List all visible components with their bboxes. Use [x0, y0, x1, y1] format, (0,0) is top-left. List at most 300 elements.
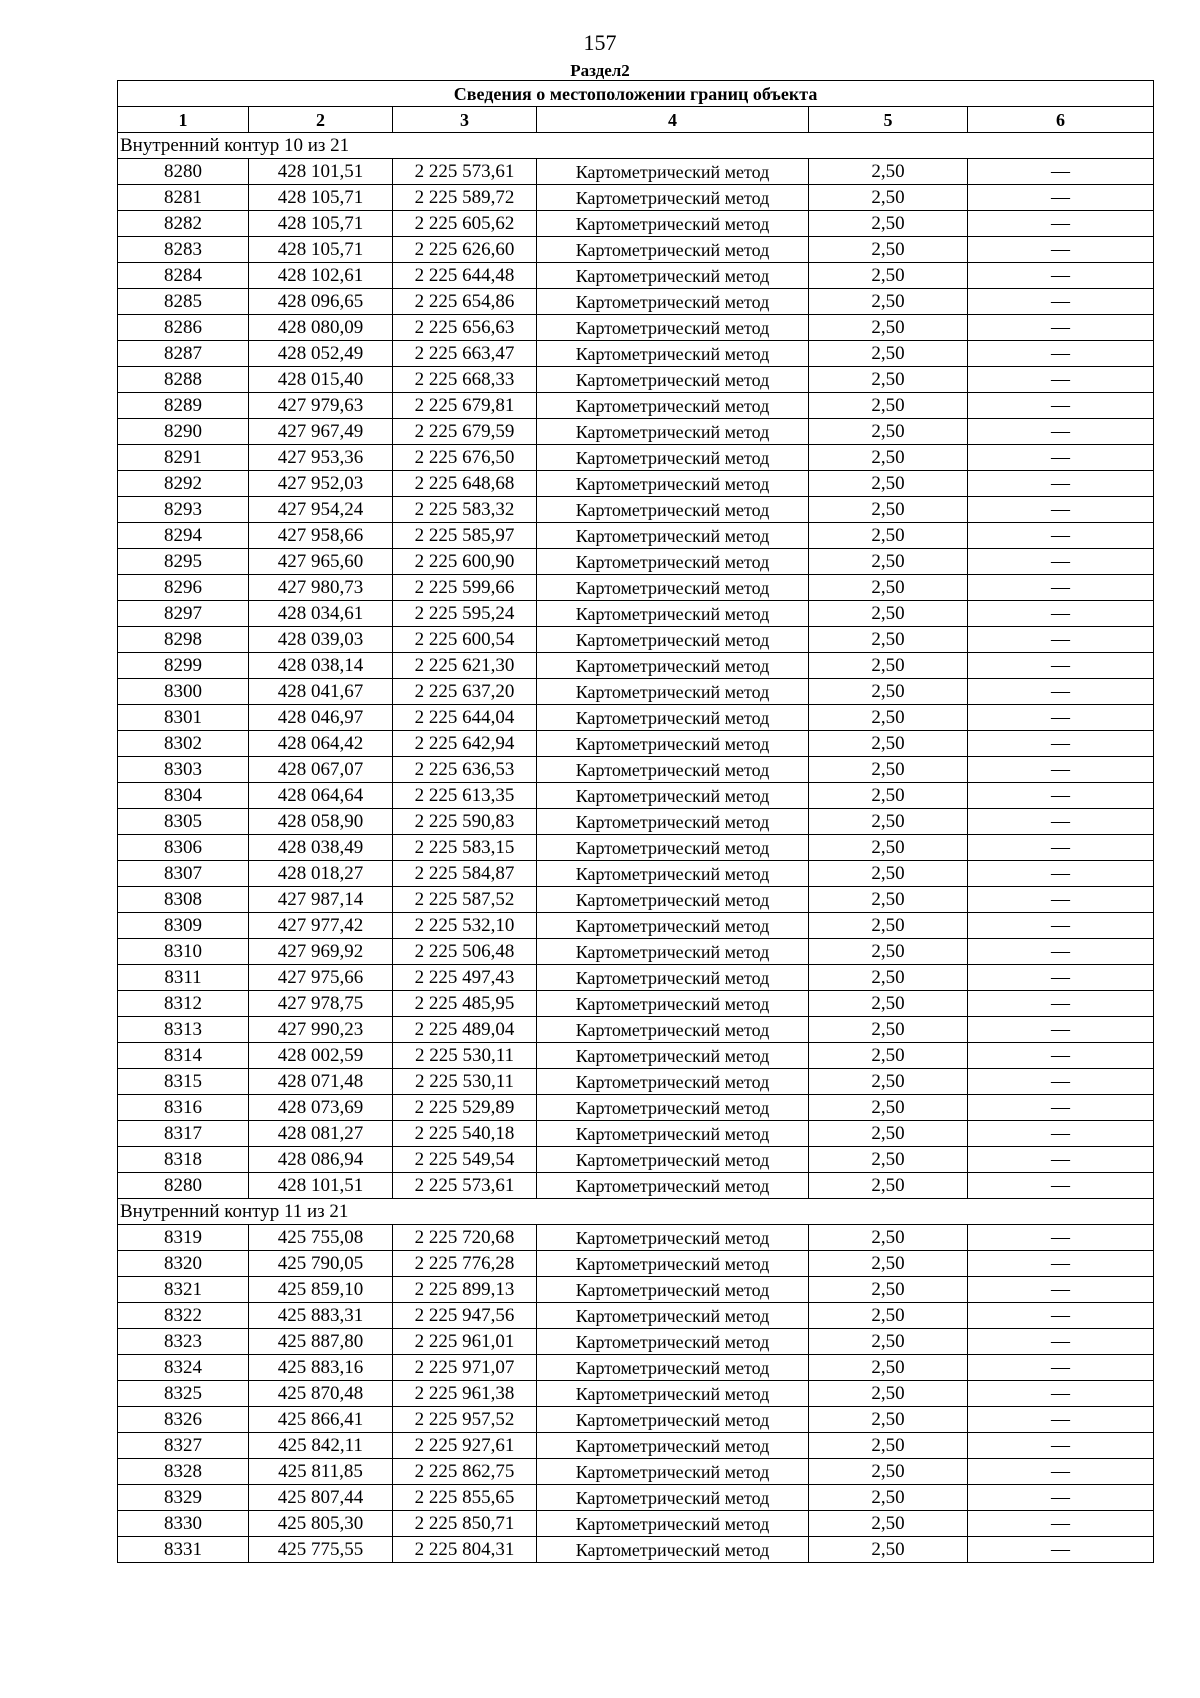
y-coordinate-cell: 2 225 668,33 — [393, 367, 537, 393]
table-caption-row — [118, 81, 1154, 107]
accuracy-cell: 2,50 — [809, 1173, 968, 1199]
method-cell: Картометрический метод — [537, 991, 809, 1017]
table-row — [118, 809, 1154, 835]
x-coordinate-cell: 425 805,30 — [249, 1511, 393, 1537]
point-number-cell: 8284 — [118, 263, 249, 289]
accuracy-cell: 2,50 — [809, 887, 968, 913]
method-cell: Картометрический метод — [537, 1381, 809, 1407]
x-coordinate-cell: 428 086,94 — [249, 1147, 393, 1173]
section-title: Раздел2 — [570, 61, 630, 80]
x-coordinate-cell: 427 990,23 — [249, 1017, 393, 1043]
method-cell: Картометрический метод — [537, 211, 809, 237]
accuracy-cell: 2,50 — [809, 731, 968, 757]
point-number-cell: 8286 — [118, 315, 249, 341]
table-row — [118, 705, 1154, 731]
table-row — [118, 887, 1154, 913]
accuracy-cell: 2,50 — [809, 367, 968, 393]
y-coordinate-cell: 2 225 850,71 — [393, 1511, 537, 1537]
y-coordinate-cell: 2 225 626,60 — [393, 237, 537, 263]
table-row — [118, 1511, 1154, 1537]
point-number-cell: 8296 — [118, 575, 249, 601]
x-coordinate-cell: 428 101,51 — [249, 1173, 393, 1199]
description-cell: — — [968, 991, 1154, 1017]
description-cell: — — [968, 1407, 1154, 1433]
x-coordinate-cell: 427 967,49 — [249, 419, 393, 445]
y-coordinate-cell: 2 225 676,50 — [393, 445, 537, 471]
accuracy-cell: 2,50 — [809, 965, 968, 991]
table-row — [118, 1121, 1154, 1147]
method-cell: Картометрический метод — [537, 627, 809, 653]
y-coordinate-cell: 2 225 776,28 — [393, 1251, 537, 1277]
accuracy-cell: 2,50 — [809, 497, 968, 523]
column-number: 1 — [118, 107, 249, 133]
description-cell: — — [968, 627, 1154, 653]
y-coordinate-cell: 2 225 679,81 — [393, 393, 537, 419]
x-coordinate-cell: 428 034,61 — [249, 601, 393, 627]
table-row — [118, 1459, 1154, 1485]
x-coordinate-cell: 428 081,27 — [249, 1121, 393, 1147]
table-row — [118, 575, 1154, 601]
accuracy-cell: 2,50 — [809, 1381, 968, 1407]
table-row — [118, 367, 1154, 393]
point-number-cell: 8317 — [118, 1121, 249, 1147]
point-number-cell: 8287 — [118, 341, 249, 367]
y-coordinate-cell: 2 225 605,62 — [393, 211, 537, 237]
accuracy-cell: 2,50 — [809, 1147, 968, 1173]
x-coordinate-cell: 428 015,40 — [249, 367, 393, 393]
column-number: 2 — [249, 107, 393, 133]
y-coordinate-cell: 2 225 961,01 — [393, 1329, 537, 1355]
accuracy-cell: 2,50 — [809, 1043, 968, 1069]
description-cell: — — [968, 263, 1154, 289]
x-coordinate-cell: 427 952,03 — [249, 471, 393, 497]
x-coordinate-cell: 428 002,59 — [249, 1043, 393, 1069]
y-coordinate-cell: 2 225 600,90 — [393, 549, 537, 575]
description-cell: — — [968, 1017, 1154, 1043]
x-coordinate-cell: 428 105,71 — [249, 211, 393, 237]
table-row — [118, 1355, 1154, 1381]
method-cell: Картометрический метод — [537, 887, 809, 913]
description-cell: — — [968, 497, 1154, 523]
table-row — [118, 653, 1154, 679]
point-number-cell: 8331 — [118, 1537, 249, 1563]
x-coordinate-cell: 425 842,11 — [249, 1433, 393, 1459]
description-cell: — — [968, 1537, 1154, 1563]
table-row — [118, 1329, 1154, 1355]
point-number-cell: 8280 — [118, 159, 249, 185]
description-cell: — — [968, 471, 1154, 497]
table-caption: Сведения о местоположении границ объекта — [118, 81, 1154, 107]
method-cell: Картометрический метод — [537, 523, 809, 549]
contour-section-title: Внутренний контур 11 из 21 — [118, 1199, 1154, 1225]
point-number-cell: 8294 — [118, 523, 249, 549]
method-cell: Картометрический метод — [537, 1329, 809, 1355]
description-cell: — — [968, 965, 1154, 991]
column-number: 3 — [393, 107, 537, 133]
x-coordinate-cell: 427 977,42 — [249, 913, 393, 939]
table-row — [118, 159, 1154, 185]
table-row — [118, 419, 1154, 445]
point-number-cell: 8310 — [118, 939, 249, 965]
table-row — [118, 523, 1154, 549]
y-coordinate-cell: 2 225 530,11 — [393, 1043, 537, 1069]
y-coordinate-cell: 2 225 637,20 — [393, 679, 537, 705]
accuracy-cell: 2,50 — [809, 575, 968, 601]
x-coordinate-cell: 425 883,31 — [249, 1303, 393, 1329]
method-cell: Картометрический метод — [537, 497, 809, 523]
column-number: 6 — [968, 107, 1154, 133]
table-row — [118, 1407, 1154, 1433]
table-row — [118, 341, 1154, 367]
table-row — [118, 783, 1154, 809]
accuracy-cell: 2,50 — [809, 159, 968, 185]
x-coordinate-cell: 428 052,49 — [249, 341, 393, 367]
point-number-cell: 8280 — [118, 1173, 249, 1199]
point-number-cell: 8323 — [118, 1329, 249, 1355]
x-coordinate-cell: 428 102,61 — [249, 263, 393, 289]
method-cell: Картометрический метод — [537, 601, 809, 627]
description-cell: — — [968, 1433, 1154, 1459]
point-number-cell: 8306 — [118, 835, 249, 861]
accuracy-cell: 2,50 — [809, 1537, 968, 1563]
table-row — [118, 445, 1154, 471]
point-number-cell: 8299 — [118, 653, 249, 679]
y-coordinate-cell: 2 225 587,52 — [393, 887, 537, 913]
table-row — [118, 731, 1154, 757]
description-cell: — — [968, 705, 1154, 731]
column-number: 4 — [537, 107, 809, 133]
description-cell: — — [968, 367, 1154, 393]
x-coordinate-cell: 428 018,27 — [249, 861, 393, 887]
contour-section-row — [118, 1199, 1154, 1225]
y-coordinate-cell: 2 225 636,53 — [393, 757, 537, 783]
y-coordinate-cell: 2 225 642,94 — [393, 731, 537, 757]
contour-section-row — [118, 133, 1154, 159]
method-cell: Картометрический метод — [537, 1017, 809, 1043]
accuracy-cell: 2,50 — [809, 523, 968, 549]
description-cell: — — [968, 809, 1154, 835]
point-number-cell: 8289 — [118, 393, 249, 419]
accuracy-cell: 2,50 — [809, 1303, 968, 1329]
y-coordinate-cell: 2 225 679,59 — [393, 419, 537, 445]
y-coordinate-cell: 2 225 613,35 — [393, 783, 537, 809]
x-coordinate-cell: 428 041,67 — [249, 679, 393, 705]
description-cell: — — [968, 861, 1154, 887]
description-cell: — — [968, 575, 1154, 601]
accuracy-cell: 2,50 — [809, 471, 968, 497]
method-cell: Картометрический метод — [537, 913, 809, 939]
method-cell: Картометрический метод — [537, 1147, 809, 1173]
description-cell: — — [968, 601, 1154, 627]
table-row — [118, 315, 1154, 341]
x-coordinate-cell: 428 073,69 — [249, 1095, 393, 1121]
x-coordinate-cell: 428 101,51 — [249, 159, 393, 185]
y-coordinate-cell: 2 225 663,47 — [393, 341, 537, 367]
y-coordinate-cell: 2 225 506,48 — [393, 939, 537, 965]
description-cell: — — [968, 1355, 1154, 1381]
accuracy-cell: 2,50 — [809, 1485, 968, 1511]
x-coordinate-cell: 427 980,73 — [249, 575, 393, 601]
description-cell: — — [968, 1095, 1154, 1121]
table-row — [118, 549, 1154, 575]
method-cell: Картометрический метод — [537, 549, 809, 575]
table-row — [118, 1225, 1154, 1251]
point-number-cell: 8285 — [118, 289, 249, 315]
accuracy-cell: 2,50 — [809, 419, 968, 445]
method-cell: Картометрический метод — [537, 159, 809, 185]
table-row — [118, 627, 1154, 653]
x-coordinate-cell: 427 958,66 — [249, 523, 393, 549]
table-row — [118, 1069, 1154, 1095]
method-cell: Картометрический метод — [537, 1095, 809, 1121]
method-cell: Картометрический метод — [537, 1485, 809, 1511]
x-coordinate-cell: 428 038,14 — [249, 653, 393, 679]
accuracy-cell: 2,50 — [809, 445, 968, 471]
method-cell: Картометрический метод — [537, 1277, 809, 1303]
method-cell: Картометрический метод — [537, 861, 809, 887]
point-number-cell: 8329 — [118, 1485, 249, 1511]
x-coordinate-cell: 427 954,24 — [249, 497, 393, 523]
method-cell: Картометрический метод — [537, 237, 809, 263]
accuracy-cell: 2,50 — [809, 913, 968, 939]
accuracy-cell: 2,50 — [809, 315, 968, 341]
method-cell: Картометрический метод — [537, 367, 809, 393]
table-row — [118, 913, 1154, 939]
y-coordinate-cell: 2 225 573,61 — [393, 159, 537, 185]
point-number-cell: 8321 — [118, 1277, 249, 1303]
description-cell: — — [968, 1147, 1154, 1173]
method-cell: Картометрический метод — [537, 809, 809, 835]
x-coordinate-cell: 425 859,10 — [249, 1277, 393, 1303]
accuracy-cell: 2,50 — [809, 1511, 968, 1537]
point-number-cell: 8325 — [118, 1381, 249, 1407]
accuracy-cell: 2,50 — [809, 185, 968, 211]
table-row — [118, 679, 1154, 705]
y-coordinate-cell: 2 225 971,07 — [393, 1355, 537, 1381]
accuracy-cell: 2,50 — [809, 1225, 968, 1251]
y-coordinate-cell: 2 225 585,97 — [393, 523, 537, 549]
description-cell: — — [968, 1303, 1154, 1329]
y-coordinate-cell: 2 225 855,65 — [393, 1485, 537, 1511]
method-cell: Картометрический метод — [537, 263, 809, 289]
table-row — [118, 1173, 1154, 1199]
table-row — [118, 471, 1154, 497]
column-number: 5 — [809, 107, 968, 133]
x-coordinate-cell: 428 067,07 — [249, 757, 393, 783]
accuracy-cell: 2,50 — [809, 783, 968, 809]
description-cell: — — [968, 1329, 1154, 1355]
description-cell: — — [968, 159, 1154, 185]
y-coordinate-cell: 2 225 599,66 — [393, 575, 537, 601]
x-coordinate-cell: 428 071,48 — [249, 1069, 393, 1095]
x-coordinate-cell: 425 790,05 — [249, 1251, 393, 1277]
accuracy-cell: 2,50 — [809, 835, 968, 861]
accuracy-cell: 2,50 — [809, 809, 968, 835]
y-coordinate-cell: 2 225 720,68 — [393, 1225, 537, 1251]
point-number-cell: 8297 — [118, 601, 249, 627]
point-number-cell: 8309 — [118, 913, 249, 939]
table-row — [118, 237, 1154, 263]
method-cell: Картометрический метод — [537, 1225, 809, 1251]
x-coordinate-cell: 428 039,03 — [249, 627, 393, 653]
accuracy-cell: 2,50 — [809, 1069, 968, 1095]
table-row — [118, 497, 1154, 523]
y-coordinate-cell: 2 225 530,11 — [393, 1069, 537, 1095]
point-number-cell: 8319 — [118, 1225, 249, 1251]
table-row — [118, 1303, 1154, 1329]
x-coordinate-cell: 428 064,64 — [249, 783, 393, 809]
table-row — [118, 835, 1154, 861]
accuracy-cell: 2,50 — [809, 1095, 968, 1121]
y-coordinate-cell: 2 225 654,86 — [393, 289, 537, 315]
point-number-cell: 8288 — [118, 367, 249, 393]
y-coordinate-cell: 2 225 489,04 — [393, 1017, 537, 1043]
x-coordinate-cell: 427 969,92 — [249, 939, 393, 965]
accuracy-cell: 2,50 — [809, 1459, 968, 1485]
description-cell: — — [968, 731, 1154, 757]
table-row — [118, 861, 1154, 887]
description-cell: — — [968, 1251, 1154, 1277]
x-coordinate-cell: 428 038,49 — [249, 835, 393, 861]
point-number-cell: 8304 — [118, 783, 249, 809]
accuracy-cell: 2,50 — [809, 1433, 968, 1459]
description-cell: — — [968, 393, 1154, 419]
table-row — [118, 393, 1154, 419]
method-cell: Картометрический метод — [537, 471, 809, 497]
table-row — [118, 1043, 1154, 1069]
method-cell: Картометрический метод — [537, 1173, 809, 1199]
point-number-cell: 8302 — [118, 731, 249, 757]
accuracy-cell: 2,50 — [809, 601, 968, 627]
method-cell: Картометрический метод — [537, 185, 809, 211]
description-cell: — — [968, 1485, 1154, 1511]
accuracy-cell: 2,50 — [809, 393, 968, 419]
description-cell: — — [968, 211, 1154, 237]
x-coordinate-cell: 428 105,71 — [249, 185, 393, 211]
point-number-cell: 8305 — [118, 809, 249, 835]
point-number-cell: 8326 — [118, 1407, 249, 1433]
description-cell: — — [968, 185, 1154, 211]
description-cell: — — [968, 835, 1154, 861]
description-cell: — — [968, 237, 1154, 263]
method-cell: Картометрический метод — [537, 653, 809, 679]
y-coordinate-cell: 2 225 595,24 — [393, 601, 537, 627]
x-coordinate-cell: 427 978,75 — [249, 991, 393, 1017]
accuracy-cell: 2,50 — [809, 211, 968, 237]
x-coordinate-cell: 428 064,42 — [249, 731, 393, 757]
y-coordinate-cell: 2 225 583,15 — [393, 835, 537, 861]
description-cell: — — [968, 1459, 1154, 1485]
accuracy-cell: 2,50 — [809, 263, 968, 289]
x-coordinate-cell: 428 058,90 — [249, 809, 393, 835]
table-row — [118, 1017, 1154, 1043]
table-row — [118, 965, 1154, 991]
point-number-cell: 8293 — [118, 497, 249, 523]
method-cell: Картометрический метод — [537, 575, 809, 601]
method-cell: Картометрический метод — [537, 289, 809, 315]
accuracy-cell: 2,50 — [809, 1251, 968, 1277]
y-coordinate-cell: 2 225 957,52 — [393, 1407, 537, 1433]
x-coordinate-cell: 428 105,71 — [249, 237, 393, 263]
y-coordinate-cell: 2 225 590,83 — [393, 809, 537, 835]
accuracy-cell: 2,50 — [809, 341, 968, 367]
table-row — [118, 601, 1154, 627]
description-cell: — — [968, 1043, 1154, 1069]
description-cell: — — [968, 1225, 1154, 1251]
description-cell: — — [968, 549, 1154, 575]
method-cell: Картометрический метод — [537, 445, 809, 471]
x-coordinate-cell: 425 870,48 — [249, 1381, 393, 1407]
accuracy-cell: 2,50 — [809, 653, 968, 679]
point-number-cell: 8316 — [118, 1095, 249, 1121]
method-cell: Картометрический метод — [537, 939, 809, 965]
point-number-cell: 8308 — [118, 887, 249, 913]
x-coordinate-cell: 425 883,16 — [249, 1355, 393, 1381]
accuracy-cell: 2,50 — [809, 1277, 968, 1303]
point-number-cell: 8311 — [118, 965, 249, 991]
y-coordinate-cell: 2 225 644,48 — [393, 263, 537, 289]
point-number-cell: 8281 — [118, 185, 249, 211]
description-cell: — — [968, 1121, 1154, 1147]
y-coordinate-cell: 2 225 656,63 — [393, 315, 537, 341]
description-cell: — — [968, 1511, 1154, 1537]
y-coordinate-cell: 2 225 648,68 — [393, 471, 537, 497]
point-number-cell: 8328 — [118, 1459, 249, 1485]
accuracy-cell: 2,50 — [809, 237, 968, 263]
method-cell: Картометрический метод — [537, 965, 809, 991]
table-row — [118, 289, 1154, 315]
y-coordinate-cell: 2 225 961,38 — [393, 1381, 537, 1407]
description-cell: — — [968, 315, 1154, 341]
method-cell: Картометрический метод — [537, 1407, 809, 1433]
description-cell: — — [968, 939, 1154, 965]
table-row — [118, 1095, 1154, 1121]
table-row — [118, 939, 1154, 965]
table-body — [118, 133, 1154, 1563]
column-number-row — [118, 107, 1154, 133]
table-row — [118, 1147, 1154, 1173]
point-number-cell: 8313 — [118, 1017, 249, 1043]
description-cell: — — [968, 653, 1154, 679]
description-cell: — — [968, 887, 1154, 913]
point-number-cell: 8301 — [118, 705, 249, 731]
contour-section-title: Внутренний контур 10 из 21 — [118, 133, 1154, 159]
point-number-cell: 8318 — [118, 1147, 249, 1173]
x-coordinate-cell: 425 807,44 — [249, 1485, 393, 1511]
point-number-cell: 8315 — [118, 1069, 249, 1095]
description-cell: — — [968, 523, 1154, 549]
method-cell: Картометрический метод — [537, 419, 809, 445]
y-coordinate-cell: 2 225 947,56 — [393, 1303, 537, 1329]
point-number-cell: 8327 — [118, 1433, 249, 1459]
y-coordinate-cell: 2 225 583,32 — [393, 497, 537, 523]
accuracy-cell: 2,50 — [809, 679, 968, 705]
table-row — [118, 211, 1154, 237]
point-number-cell: 8282 — [118, 211, 249, 237]
accuracy-cell: 2,50 — [809, 991, 968, 1017]
description-cell: — — [968, 445, 1154, 471]
description-cell: — — [968, 757, 1154, 783]
description-cell: — — [968, 913, 1154, 939]
table-row — [118, 1277, 1154, 1303]
description-cell: — — [968, 783, 1154, 809]
y-coordinate-cell: 2 225 621,30 — [393, 653, 537, 679]
accuracy-cell: 2,50 — [809, 705, 968, 731]
point-number-cell: 8295 — [118, 549, 249, 575]
method-cell: Картометрический метод — [537, 1069, 809, 1095]
point-number-cell: 8312 — [118, 991, 249, 1017]
page-number: 157 — [583, 30, 617, 55]
